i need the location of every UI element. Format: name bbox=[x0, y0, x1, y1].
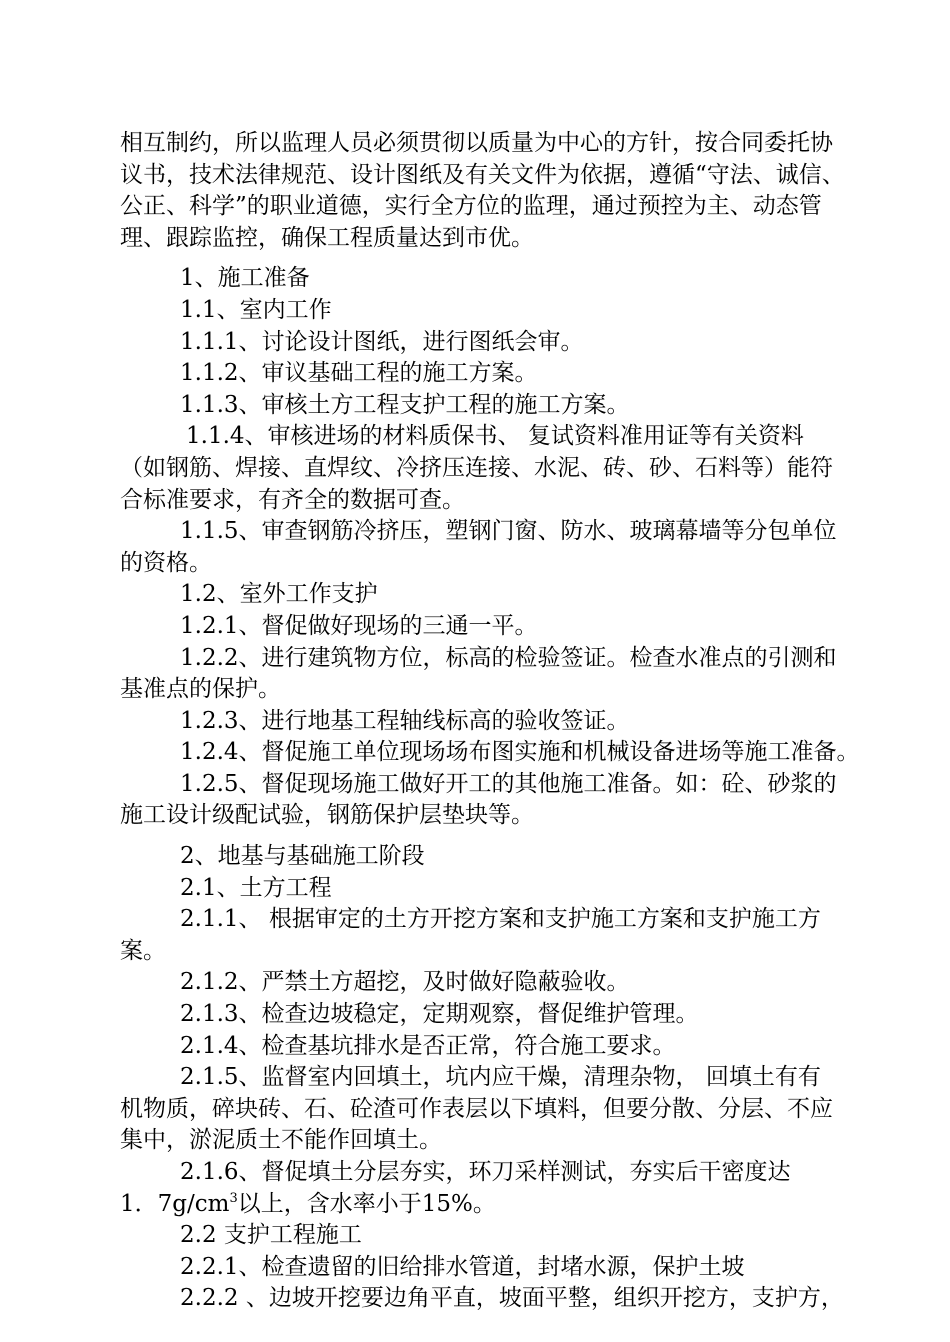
paragraph-line: （如钢筋、焊接、直焊纹、冷挤压连接、水泥、砖、砂、石料等）能符 bbox=[120, 454, 833, 481]
list-item: 2.1.5、监督室内回填土，坑内应干燥，清理杂物， 回填土有有 bbox=[180, 1064, 821, 1091]
list-item: 2.1.4、检查基坑排水是否正常，符合施工要求。 bbox=[180, 1032, 676, 1059]
density-continuation: 以上，含水率小于15%。 bbox=[237, 1190, 496, 1217]
list-item: 1.2.5、督促现场施工做好开工的其他施工准备。如：砼、砂浆的 bbox=[180, 770, 837, 797]
paragraph-line-with-superscript bbox=[120, 1189, 920, 1221]
paragraph-line: 集中，淤泥质土不能作回填土。 bbox=[120, 1127, 442, 1154]
paragraph-line: 机物质，碎块砖、石、砼渣可作表层以下填料，但要分散、分层、不应 bbox=[120, 1095, 833, 1122]
paragraph-line: 理、跟踪监控，确保工程质量达到市优。 bbox=[120, 224, 534, 251]
list-item: 1.1.5、审查钢筋冷挤压，塑钢门窗、防水、玻璃幕墙等分包单位 bbox=[180, 518, 837, 545]
superscript-exponent: 3 bbox=[229, 1190, 238, 1206]
list-item: 1.2.4、督促施工单位现场场布图实施和机械设备进场等施工准备。 bbox=[180, 739, 860, 766]
document-body bbox=[120, 128, 920, 1315]
list-item: 2.2.2 、边坡开挖要边角平直，坡面平整，组织开挖方，支护方， bbox=[180, 1285, 844, 1312]
subsection-heading: 2.1、土方工程 bbox=[180, 874, 332, 901]
list-item: 1.1.4、审核进场的材料质保书、 复试资料准用证等有关资料 bbox=[186, 423, 804, 450]
list-item: 2.1.6、督促填土分层夯实，环刀采样测试，夯实后干密度达 bbox=[180, 1159, 791, 1185]
paragraph-line: 公正、科学”的职业道德，实行全方位的监理，通过预控为主、动态管 bbox=[120, 193, 822, 220]
list-item: 1.1.3、审核土方工程支护工程的施工方案。 bbox=[180, 391, 630, 418]
paragraph-line: 的资格。 bbox=[120, 549, 212, 576]
list-item: 1.2.1、督促做好现场的三通一平。 bbox=[180, 612, 538, 639]
list-item: 1.2.3、进行地基工程轴线标高的验收签证。 bbox=[180, 707, 630, 734]
section-heading: 2、地基与基础施工阶段 bbox=[180, 843, 425, 870]
list-item: 2.1.1、 根据审定的土方开挖方案和支护施工方案和支护施工方 bbox=[180, 906, 821, 933]
subsection-heading: 1.1、室内工作 bbox=[180, 296, 332, 323]
section-heading: 1、施工准备 bbox=[180, 265, 310, 292]
subsection-heading: 1.2、室外工作支护 bbox=[180, 581, 378, 608]
paragraph-line: 相互制约，所以监理人员必须贯彻以质量为中心的方针，按合同委托协 bbox=[120, 130, 833, 156]
list-item: 2.1.3、检查边坡稳定，定期观察，督促维护管理。 bbox=[180, 1001, 699, 1028]
list-item: 2.2.1、检查遗留的旧给排水管道，封堵水源，保护土坡 bbox=[180, 1253, 745, 1280]
subsection-heading: 2.2 支护工程施工 bbox=[180, 1222, 362, 1249]
paragraph-line: 施工设计级配试验，钢筋保护层垫块等。 bbox=[120, 802, 534, 829]
paragraph-line: 案。 bbox=[120, 937, 166, 964]
paragraph-line: 议书，技术法律规范、设计图纸及有关文件为依据，遵循“守法、诚信、 bbox=[120, 161, 845, 188]
paragraph-line: 合标准要求，有齐全的数据可查。 bbox=[120, 486, 465, 513]
list-item: 1.2.2、进行建筑物方位，标高的检验签证。检查水准点的引测和 bbox=[180, 644, 837, 671]
paragraph-line: 基准点的保护。 bbox=[120, 676, 281, 703]
list-item: 2.1.2、严禁土方超挖，及时做好隐蔽验收。 bbox=[180, 969, 630, 996]
list-item: 1.1.2、审议基础工程的施工方案。 bbox=[180, 360, 538, 387]
density-value: 1．7g/cm bbox=[120, 1190, 230, 1217]
list-item: 1.1.1、讨论设计图纸，进行图纸会审。 bbox=[180, 328, 584, 355]
